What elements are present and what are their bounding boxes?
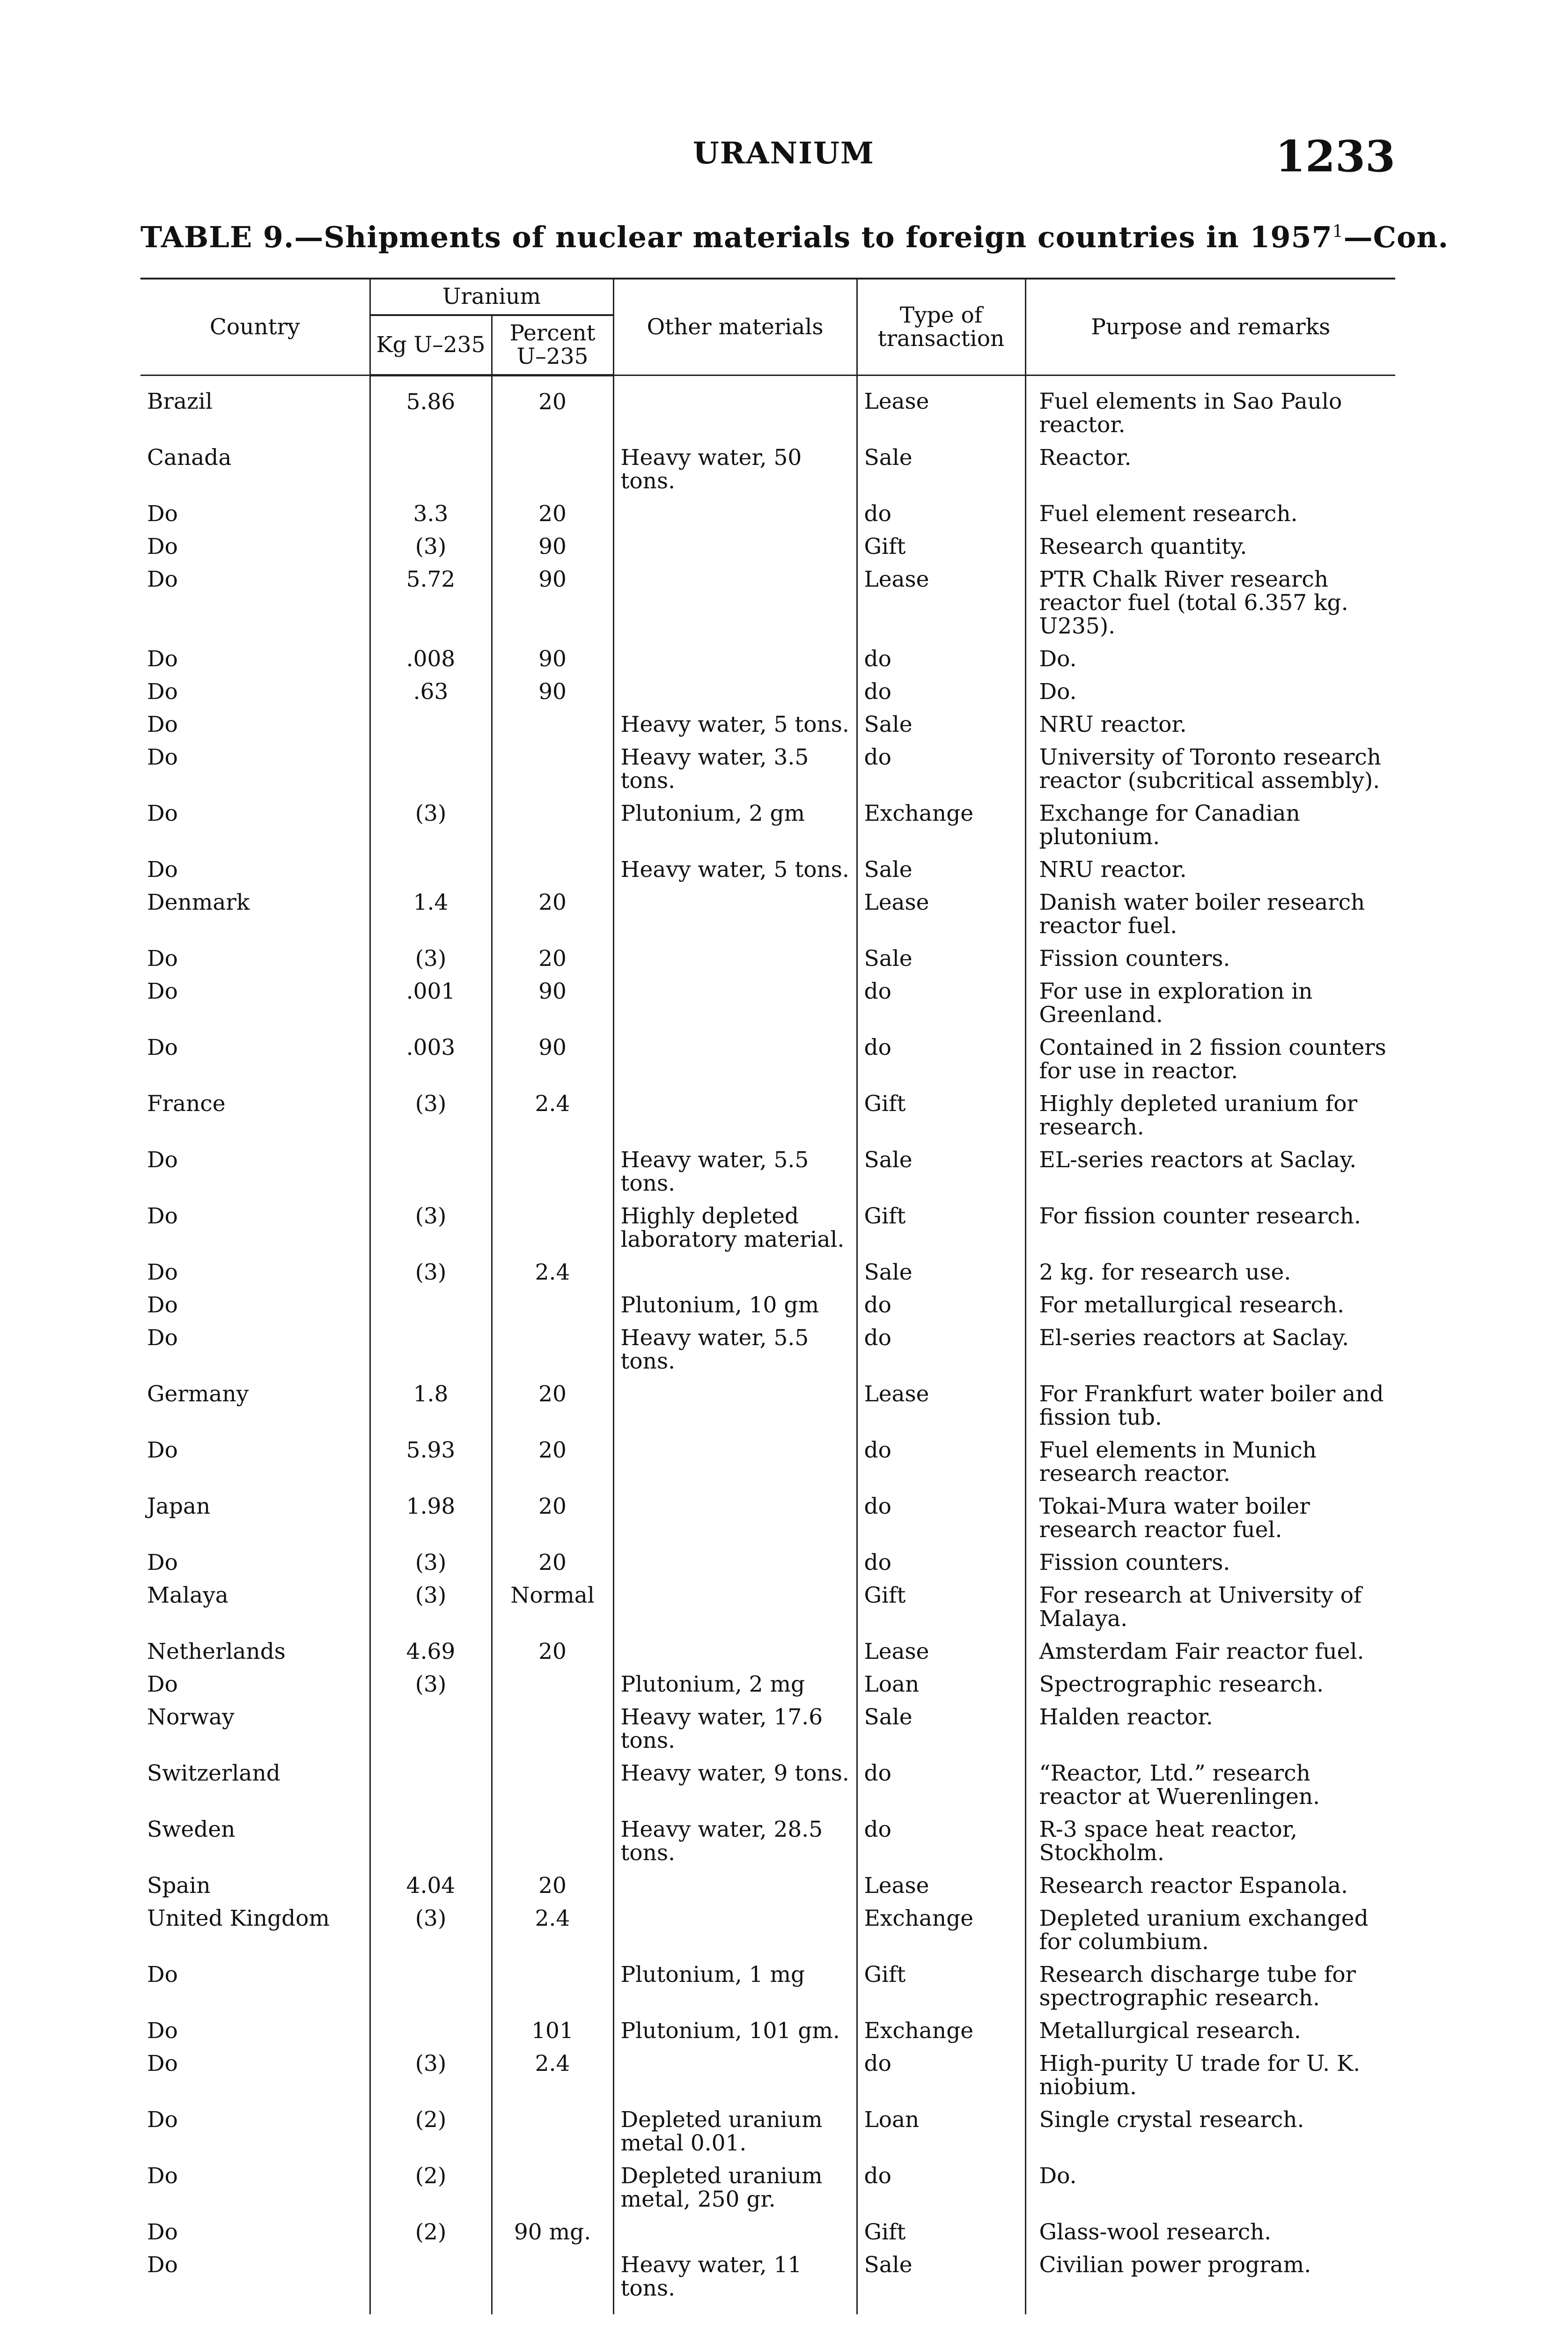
purpose-cell: Contained in 2 fission counters for use in reactor. — [1025, 1031, 1395, 1088]
table-row — [140, 797, 1395, 854]
other-materials-cell — [613, 498, 857, 530]
purpose-cell: For use in exploration in Greenland. — [1025, 975, 1395, 1031]
table-row — [140, 2249, 1395, 2314]
transaction-type-cell: do — [857, 741, 1025, 797]
country-cell: Do — [147, 1292, 178, 1318]
table-title-text: TABLE 9.—Shipments of nuclear materials to foreign countries in 1957 — [140, 220, 1332, 254]
percent-u235-cell: 90 — [492, 676, 613, 708]
transaction-type-cell: do — [857, 1813, 1025, 1870]
kg-u235-cell: 1.8 — [370, 1378, 492, 1434]
kg-u235-cell: 5.86 — [370, 375, 492, 442]
country-cell: Do — [147, 679, 178, 705]
col-header-percent-u235: Percent U–235 — [492, 315, 613, 375]
purpose-cell: Fission counters. — [1025, 1546, 1395, 1579]
col-header-transaction-type: Type of transaction — [857, 279, 1025, 375]
kg-u235-cell: (3) — [370, 1256, 492, 1289]
table-row — [140, 2047, 1395, 2104]
transaction-type-cell: Exchange — [857, 1902, 1025, 1958]
kg-u235-cell: 1.98 — [370, 1490, 492, 1546]
percent-u235-cell — [492, 2249, 613, 2314]
transaction-type-cell: Gift — [857, 1579, 1025, 1635]
country-cell: Do — [147, 1671, 178, 1697]
table-row — [140, 1200, 1395, 1256]
kg-u235-cell — [370, 854, 492, 886]
country-cell: Canada — [147, 445, 232, 471]
transaction-type-cell: Gift — [857, 2216, 1025, 2249]
percent-u235-cell: 20 — [492, 1546, 613, 1579]
purpose-cell: Metallurgical research. — [1025, 2015, 1395, 2047]
other-materials-cell: Highly depleted laboratory material. — [613, 1200, 857, 1256]
country-cell: Do — [147, 2252, 178, 2278]
country-cell: Malaya — [147, 1583, 228, 1608]
table-row — [140, 1958, 1395, 2015]
table-row — [140, 1434, 1395, 1490]
country-cell: Do — [147, 1147, 178, 1173]
other-materials-cell — [613, 530, 857, 563]
purpose-cell: EL-series reactors at Saclay. — [1025, 1144, 1395, 1200]
other-materials-cell: Plutonium, 101 gm. — [613, 2015, 857, 2047]
other-materials-cell: Depleted uranium metal 0.01. — [613, 2104, 857, 2160]
col-header-purpose: Purpose and remarks — [1025, 279, 1395, 375]
purpose-cell: Fuel elements in Munich research reactor. — [1025, 1434, 1395, 1490]
purpose-cell: For research at University of Malaya. — [1025, 1579, 1395, 1635]
transaction-type-cell: Lease — [857, 563, 1025, 643]
country-cell: Do — [147, 2219, 178, 2245]
table-row — [140, 1757, 1395, 1813]
transaction-type-cell: do — [857, 2160, 1025, 2216]
kg-u235-cell — [370, 442, 492, 498]
country-cell: Japan — [147, 1494, 211, 1519]
percent-u235-cell — [492, 1813, 613, 1870]
transaction-type-cell: Lease — [857, 1635, 1025, 1668]
kg-u235-cell: 4.69 — [370, 1635, 492, 1668]
percent-u235-cell — [492, 708, 613, 741]
percent-u235-cell — [492, 741, 613, 797]
country-cell: Do — [147, 712, 178, 737]
percent-u235-cell: 2.4 — [492, 1902, 613, 1958]
percent-u235-cell — [492, 1322, 613, 1378]
kg-u235-cell — [370, 1701, 492, 1757]
purpose-cell: Fuel elements in Sao Paulo reactor. — [1025, 375, 1395, 442]
other-materials-cell — [613, 1434, 857, 1490]
percent-u235-cell: 20 — [492, 1870, 613, 1902]
table-row — [140, 1378, 1395, 1434]
purpose-cell: R-3 space heat reactor, Stockholm. — [1025, 1813, 1395, 1870]
other-materials-cell: Heavy water, 5 tons. — [613, 854, 857, 886]
purpose-cell: Do. — [1025, 676, 1395, 708]
country-cell: Do — [147, 2107, 178, 2133]
purpose-cell: Do. — [1025, 2160, 1395, 2216]
kg-u235-cell: (3) — [370, 1579, 492, 1635]
table-row — [140, 708, 1395, 741]
kg-u235-cell: 5.93 — [370, 1434, 492, 1490]
purpose-cell: Research reactor Espanola. — [1025, 1870, 1395, 1902]
table-row — [140, 1870, 1395, 1902]
purpose-cell: Exchange for Canadian plutonium. — [1025, 797, 1395, 854]
percent-u235-cell — [492, 1289, 613, 1322]
transaction-type-cell: do — [857, 676, 1025, 708]
purpose-cell: Halden reactor. — [1025, 1701, 1395, 1757]
kg-u235-cell: .001 — [370, 975, 492, 1031]
purpose-cell: Fission counters. — [1025, 942, 1395, 975]
purpose-cell: NRU reactor. — [1025, 854, 1395, 886]
percent-u235-cell: Normal — [492, 1579, 613, 1635]
col-header-kg-u235: Kg U–235 — [370, 315, 492, 375]
country-cell: Denmark — [147, 890, 250, 915]
table-title-footnote-mark: 1 — [1332, 222, 1344, 242]
transaction-type-cell: Sale — [857, 708, 1025, 741]
col-header-other-materials: Other materials — [613, 279, 857, 375]
kg-u235-cell — [370, 1144, 492, 1200]
country-cell: Sweden — [147, 1817, 236, 1842]
country-cell: Netherlands — [147, 1639, 286, 1664]
purpose-cell: Research discharge tube for spectrographic research. — [1025, 1958, 1395, 2015]
purpose-cell: Danish water boiler research reactor fuel. — [1025, 886, 1395, 942]
transaction-type-cell: Lease — [857, 375, 1025, 442]
transaction-type-cell: do — [857, 1757, 1025, 1813]
percent-u235-cell — [492, 442, 613, 498]
country-cell: Do — [147, 2018, 178, 2044]
percent-u235-cell: 20 — [492, 886, 613, 942]
percent-u235-cell — [492, 797, 613, 854]
table-row — [140, 643, 1395, 676]
table-row — [140, 530, 1395, 563]
percent-u235-cell: 20 — [492, 1635, 613, 1668]
purpose-cell: Do. — [1025, 643, 1395, 676]
col-header-country: Country — [140, 279, 370, 375]
table-row — [140, 741, 1395, 797]
transaction-type-cell: Gift — [857, 1200, 1025, 1256]
transaction-type-cell: Gift — [857, 1088, 1025, 1144]
other-materials-cell — [613, 1635, 857, 1668]
kg-u235-cell — [370, 1813, 492, 1870]
table-row — [140, 1813, 1395, 1870]
table-row — [140, 2216, 1395, 2249]
percent-u235-cell: 90 — [492, 1031, 613, 1088]
table-row — [140, 563, 1395, 643]
country-cell: Do — [147, 1203, 178, 1229]
purpose-cell: Civilian power program. — [1025, 2249, 1395, 2314]
transaction-type-cell: Sale — [857, 1701, 1025, 1757]
other-materials-cell: Heavy water, 17.6 tons. — [613, 1701, 857, 1757]
table-row — [140, 2160, 1395, 2216]
percent-u235-cell — [492, 1668, 613, 1701]
percent-u235-cell — [492, 1200, 613, 1256]
col-header-uranium: Uranium — [370, 279, 613, 315]
percent-u235-cell — [492, 1144, 613, 1200]
country-cell: Do — [147, 2051, 178, 2076]
transaction-type-cell: Lease — [857, 1870, 1025, 1902]
country-cell: Do — [147, 744, 178, 770]
percent-u235-cell — [492, 1757, 613, 1813]
percent-u235-cell: 20 — [492, 1490, 613, 1546]
kg-u235-cell: .008 — [370, 643, 492, 676]
other-materials-cell — [613, 1579, 857, 1635]
kg-u235-cell: (2) — [370, 2104, 492, 2160]
transaction-type-cell: Sale — [857, 442, 1025, 498]
kg-u235-cell: .003 — [370, 1031, 492, 1088]
kg-u235-cell — [370, 2249, 492, 2314]
page — [140, 131, 1449, 2341]
purpose-cell: Spectrographic research. — [1025, 1668, 1395, 1701]
table-row — [140, 676, 1395, 708]
percent-u235-cell: 90 — [492, 530, 613, 563]
transaction-type-cell: do — [857, 643, 1025, 676]
country-cell: Spain — [147, 1873, 211, 1899]
country-cell: United Kingdom — [147, 1906, 330, 1931]
transaction-type-cell: Sale — [857, 1144, 1025, 1200]
purpose-cell: “Reactor, Ltd.” research reactor at Wuerenlingen. — [1025, 1757, 1395, 1813]
table-row — [140, 1668, 1395, 1701]
purpose-cell: Reactor. — [1025, 442, 1395, 498]
other-materials-cell: Heavy water, 28.5 tons. — [613, 1813, 857, 1870]
table-row — [140, 1322, 1395, 1378]
table-row — [140, 1289, 1395, 1322]
purpose-cell: Fuel element research. — [1025, 498, 1395, 530]
kg-u235-cell: (3) — [370, 1200, 492, 1256]
purpose-cell: High-purity U trade for U. K. niobium. — [1025, 2047, 1395, 2104]
other-materials-cell: Heavy water, 11 tons. — [613, 2249, 857, 2314]
percent-u235-cell — [492, 1958, 613, 2015]
country-cell: Do — [147, 1437, 178, 1463]
country-cell: Do — [147, 2163, 178, 2189]
transaction-type-cell: Sale — [857, 2249, 1025, 2314]
kg-u235-cell — [370, 1958, 492, 2015]
other-materials-cell — [613, 1031, 857, 1088]
other-materials-cell — [613, 1870, 857, 1902]
table-row — [140, 1579, 1395, 1635]
country-cell: Do — [147, 1550, 178, 1575]
kg-u235-cell — [370, 2015, 492, 2047]
other-materials-cell — [613, 1902, 857, 1958]
kg-u235-cell: 4.04 — [370, 1870, 492, 1902]
transaction-type-cell: do — [857, 498, 1025, 530]
other-materials-cell — [613, 1256, 857, 1289]
kg-u235-cell — [370, 1322, 492, 1378]
table-row — [140, 498, 1395, 530]
other-materials-cell: Heavy water, 50 tons. — [613, 442, 857, 498]
transaction-type-cell: do — [857, 1546, 1025, 1579]
percent-u235-cell: 101 — [492, 2015, 613, 2047]
table-row — [140, 1635, 1395, 1668]
percent-u235-cell: 90 — [492, 975, 613, 1031]
other-materials-cell — [613, 2216, 857, 2249]
country-cell: Do — [147, 801, 178, 826]
running-head — [140, 131, 1395, 192]
table-row — [140, 942, 1395, 975]
purpose-cell: Research quantity. — [1025, 530, 1395, 563]
transaction-type-cell: Sale — [857, 854, 1025, 886]
country-cell: Do — [147, 646, 178, 672]
kg-u235-cell: 5.72 — [370, 563, 492, 643]
table-row — [140, 1144, 1395, 1200]
other-materials-cell — [613, 942, 857, 975]
purpose-cell: For Frankfurt water boiler and fission tub. — [1025, 1378, 1395, 1434]
purpose-cell: For metallurgical research. — [1025, 1289, 1395, 1322]
transaction-type-cell: Sale — [857, 942, 1025, 975]
purpose-cell: Glass-wool research. — [1025, 2216, 1395, 2249]
table-row — [140, 1031, 1395, 1088]
kg-u235-cell: (3) — [370, 797, 492, 854]
other-materials-cell — [613, 1546, 857, 1579]
other-materials-cell — [613, 2047, 857, 2104]
kg-u235-cell: (3) — [370, 1668, 492, 1701]
table-row — [140, 1546, 1395, 1579]
kg-u235-cell: (3) — [370, 1088, 492, 1144]
purpose-cell: Tokai-Mura water boiler research reactor fuel. — [1025, 1490, 1395, 1546]
table-title-suffix: —Con. — [1343, 220, 1449, 254]
transaction-type-cell: do — [857, 1031, 1025, 1088]
kg-u235-cell: (3) — [370, 2047, 492, 2104]
purpose-cell: For fission counter research. — [1025, 1200, 1395, 1256]
table-row — [140, 1490, 1395, 1546]
percent-u235-cell: 20 — [492, 942, 613, 975]
other-materials-cell — [613, 563, 857, 643]
other-materials-cell — [613, 886, 857, 942]
other-materials-cell — [613, 676, 857, 708]
transaction-type-cell: Gift — [857, 530, 1025, 563]
kg-u235-cell: 3.3 — [370, 498, 492, 530]
country-cell: Do — [147, 1035, 178, 1060]
page-number: 1233 — [1275, 131, 1395, 182]
other-materials-cell — [613, 1378, 857, 1434]
percent-u235-cell: 2.4 — [492, 1256, 613, 1289]
transaction-type-cell: Loan — [857, 1668, 1025, 1701]
purpose-cell: Single crystal research. — [1025, 2104, 1395, 2160]
other-materials-cell — [613, 975, 857, 1031]
country-cell: Germany — [147, 1381, 249, 1407]
kg-u235-cell — [370, 1757, 492, 1813]
percent-u235-cell: 90 — [492, 643, 613, 676]
other-materials-cell: Heavy water, 5.5 tons. — [613, 1322, 857, 1378]
percent-u235-cell: 20 — [492, 498, 613, 530]
other-materials-cell — [613, 1490, 857, 1546]
percent-u235-cell: 2.4 — [492, 2047, 613, 2104]
kg-u235-cell: (3) — [370, 1902, 492, 1958]
kg-u235-cell: (2) — [370, 2216, 492, 2249]
table-row — [140, 1256, 1395, 1289]
table-row — [140, 1701, 1395, 1757]
kg-u235-cell: 1.4 — [370, 886, 492, 942]
table-row — [140, 442, 1395, 498]
transaction-type-cell: do — [857, 1434, 1025, 1490]
purpose-cell: Highly depleted uranium for research. — [1025, 1088, 1395, 1144]
country-cell: France — [147, 1091, 226, 1117]
table-row — [140, 1902, 1395, 1958]
percent-u235-cell — [492, 2104, 613, 2160]
table-title — [140, 220, 1449, 254]
other-materials-cell: Plutonium, 2 mg — [613, 1668, 857, 1701]
kg-u235-cell: .63 — [370, 676, 492, 708]
transaction-type-cell: do — [857, 1490, 1025, 1546]
other-materials-cell: Plutonium, 10 gm — [613, 1289, 857, 1322]
kg-u235-cell: (3) — [370, 942, 492, 975]
table-row — [140, 2015, 1395, 2047]
transaction-type-cell: do — [857, 1322, 1025, 1378]
table-row — [140, 975, 1395, 1031]
other-materials-cell: Heavy water, 5 tons. — [613, 708, 857, 741]
table-row — [140, 854, 1395, 886]
transaction-type-cell: do — [857, 2047, 1025, 2104]
transaction-type-cell: Sale — [857, 1256, 1025, 1289]
purpose-cell: Amsterdam Fair reactor fuel. — [1025, 1635, 1395, 1668]
country-cell: Norway — [147, 1704, 235, 1730]
transaction-type-cell: do — [857, 1289, 1025, 1322]
transaction-type-cell: Exchange — [857, 797, 1025, 854]
other-materials-cell: Plutonium, 2 gm — [613, 797, 857, 854]
country-cell: Do — [147, 946, 178, 972]
percent-u235-cell — [492, 2160, 613, 2216]
transaction-type-cell: Lease — [857, 886, 1025, 942]
transaction-type-cell: do — [857, 975, 1025, 1031]
transaction-type-cell: Lease — [857, 1378, 1025, 1434]
purpose-cell: Depleted uranium exchanged for columbium. — [1025, 1902, 1395, 1958]
transaction-type-cell: Exchange — [857, 2015, 1025, 2047]
country-cell: Do — [147, 1259, 178, 1285]
country-cell: Do — [147, 857, 178, 883]
percent-u235-cell: 90 mg. — [492, 2216, 613, 2249]
purpose-cell: NRU reactor. — [1025, 708, 1395, 741]
other-materials-cell: Plutonium, 1 mg — [613, 1958, 857, 2015]
country-cell: Do — [147, 1325, 178, 1351]
kg-u235-cell: (3) — [370, 530, 492, 563]
country-cell: Switzerland — [147, 1760, 280, 1786]
table-row — [140, 2104, 1395, 2160]
percent-u235-cell: 20 — [492, 375, 613, 442]
purpose-cell: PTR Chalk River research reactor fuel (total 6.357 kg. U235). — [1025, 563, 1395, 643]
kg-u235-cell: (3) — [370, 1546, 492, 1579]
shipments-table — [140, 278, 1395, 2314]
kg-u235-cell — [370, 708, 492, 741]
other-materials-cell — [613, 375, 857, 442]
other-materials-cell — [613, 1088, 857, 1144]
percent-u235-cell — [492, 854, 613, 886]
other-materials-cell: Heavy water, 3.5 tons. — [613, 741, 857, 797]
purpose-cell: El-series reactors at Saclay. — [1025, 1322, 1395, 1378]
table-row — [140, 886, 1395, 942]
kg-u235-cell — [370, 1289, 492, 1322]
transaction-type-cell: Loan — [857, 2104, 1025, 2160]
percent-u235-cell: 20 — [492, 1378, 613, 1434]
purpose-cell: University of Toronto research reactor (subcritical assembly). — [1025, 741, 1395, 797]
table-row — [140, 375, 1395, 442]
other-materials-cell: Heavy water, 5.5 tons. — [613, 1144, 857, 1200]
percent-u235-cell: 2.4 — [492, 1088, 613, 1144]
other-materials-cell: Heavy water, 9 tons. — [613, 1757, 857, 1813]
other-materials-cell — [613, 643, 857, 676]
country-cell: Do — [147, 979, 178, 1004]
transaction-type-cell: Gift — [857, 1958, 1025, 2015]
country-cell: Do — [147, 1962, 178, 1988]
country-cell: Brazil — [147, 389, 213, 414]
country-cell: Do — [147, 501, 178, 527]
percent-u235-cell: 20 — [492, 1434, 613, 1490]
kg-u235-cell — [370, 741, 492, 797]
running-title: URANIUM — [693, 136, 875, 171]
percent-u235-cell: 90 — [492, 563, 613, 643]
purpose-cell: 2 kg. for research use. — [1025, 1256, 1395, 1289]
other-materials-cell: Depleted uranium metal, 250 gr. — [613, 2160, 857, 2216]
kg-u235-cell: (2) — [370, 2160, 492, 2216]
table-row — [140, 1088, 1395, 1144]
country-cell: Do — [147, 534, 178, 559]
percent-u235-cell — [492, 1701, 613, 1757]
country-cell: Do — [147, 567, 178, 592]
